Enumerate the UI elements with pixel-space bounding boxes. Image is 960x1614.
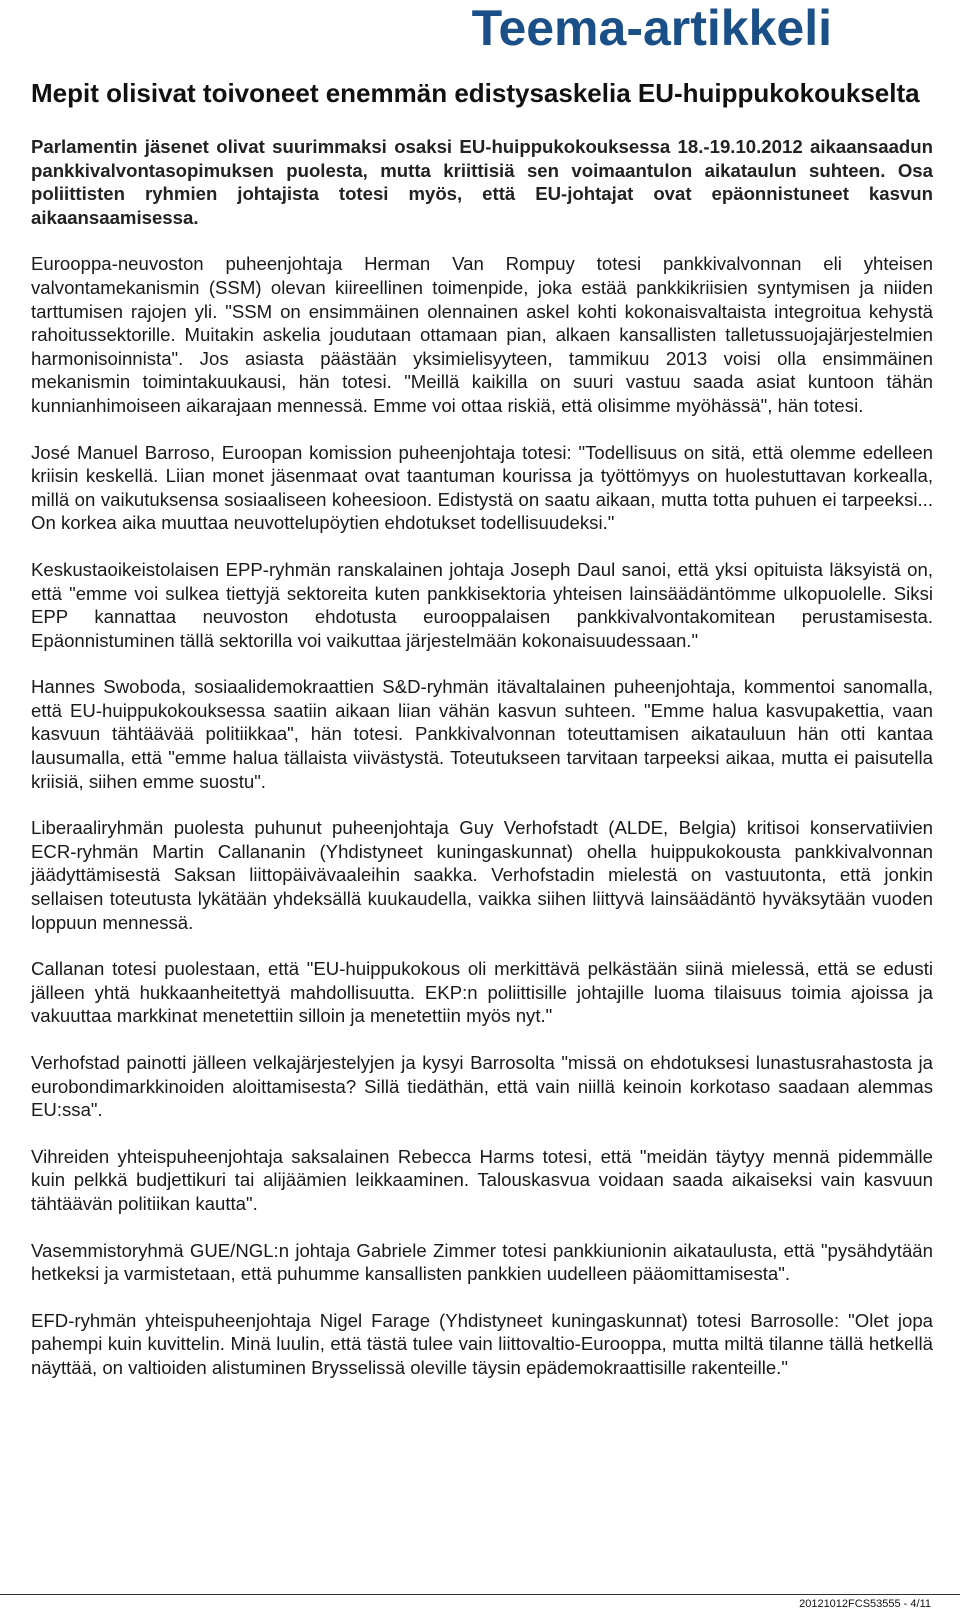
article-lead: Parlamentin jäsenet olivat suurimmaksi osaksi EU-huippukokouksessa 18.-19.10.2012 aikaansaadun pankkivalvontasopimuksen puolesta, mutta kriittisiä sen voimaantulon aikataulun suhteen. Osa poliittisten ryhmien johtajista totesi myös, että EU-johtajat ovat epäonnistuneet kasvun aikaansaamisessa. <box>31 136 933 228</box>
footer-divider <box>0 1594 960 1595</box>
paragraph-farage: EFD-ryhmän yhteispuheenjohtaja Nigel Farage (Yhdistyneet kuningaskunnat) totesi Barrosolle: "Olet jopa pahempi kuin kuvittelin. Minä luulin, että tästä tulee vain liittovaltio-Eurooppa, mutta miltä tilanne tällä hetkellä näyttää, on valtioiden alistuminen Brysselissä oleville täysin epädemokraattisille rakenteille." <box>31 1309 933 1378</box>
paragraph-daul: Keskustaoikeistolaisen EPP-ryhmän ranskalainen johtaja Joseph Daul sanoi, että yksi opituista läksyistä on, että "emme voi sulkea tiettyjä sektoreita kuten pankkisektoria yhteisen lainsäädäntömme ulkopuolelle. Siksi EPP kannattaa neuvoston ehdotusta eurooppalaisen pankkivalvontakomitean perustamisesta. Epäonnistuminen tällä sektorilla voi vaikuttaa järjestelmään kokonaisuudessaan." <box>31 558 933 651</box>
paragraph-zimmer: Vasemmistoryhmä GUE/NGL:n johtaja Gabriele Zimmer totesi pankkiunionin aikataulusta, että "pysähdytään hetkeksi ja varmistetaan, että puhumme kansallisten pankkien uudelleen pääomittamisesta". <box>31 1239 933 1285</box>
paragraph-harms: Vihreiden yhteispuheenjohtaja saksalainen Rebecca Harms totesi, että "meidän täytyy mennä pidemmälle kuin pelkkä budjettikuri tai alijäämien leikkaaminen. Talouskasvua voidaan saada aikaiseksi vain kasvuun tähtäävän politiikan kautta". <box>31 1145 933 1214</box>
paragraph-van-rompuy: Eurooppa-neuvoston puheenjohtaja Herman Van Rompuy totesi pankkivalvonnan eli yhteisen valvontamekanismin (SSM) olevan kiireellinen toimenpide, joka estää pankkikriisien syntymisen ja niiden tarttumisen rajojen yli. "SSM on ensimmäinen olennainen askel kohti kokonaisvaltaista integroitua kehystä rahoitussektorille. Muitakin askelia joudutaan ottamaan pian, alkaen kansallisten talletussuojajärjestelmien harmonisoinnista". Jos asiasta päästään yksimielisyyteen, tammikuu 2013 voisi olla ensimmäinen mekanismin toimintakuukausi, hän totesi. "Meillä kaikilla on suuri vastuu saada asiat kuntoon tähän kunnianhimoiseen aikarajaan mennessä. Emme voi ottaa riskiä, että olisimme myöhässä", hän totesi. <box>31 253 933 416</box>
paragraph-verhofstad-eurobonds: Verhofstad painotti jälleen velkajärjestelyjen ja kysyi Barrosolta "missä on ehdotuksesi lunastusrahastosta ja eurobondimarkkinoiden aloittamisesta? Sillä tiedäthän, että vain niillä keinoin korkotaso saadaan alemmas EU:ssa". <box>31 1052 933 1121</box>
paragraph-verhofstadt: Liberaaliryhmän puolesta puhunut puheenjohtaja Guy Verhofstadt (ALDE, Belgia) kritisoi konservatiivien ECR-ryhmän Martin Callananin (Yhdistyneet kuningaskunnat) ohella huippukokousta pankkivalvonnan jäädyttämisestä Saksan liittopäivävaaleihin saakka. Verhofstadin mielestä on vastuutonta, että jonkin sellaisen toteutusta lykätään yhdeksällä kuukaudella, vaikka siihen liittyvä lainsäädäntö hyväksytään vuoden loppuun mennessä. <box>31 817 933 933</box>
paragraph-swoboda: Hannes Swoboda, sosiaalidemokraattien S&D-ryhmän itävaltalainen puheenjohtaja, kommentoi sanomalla, että EU-huippukokouksessa saatiin aikaan liian vähän kasvun suhteen. "Emme halua kasvupakettia, vaan kasvuun tähtäävää politiikkaa", hän totesi. Pankkivalvonnan toteuttamisen aikatauluun hän otti kantaa lausumalla, että "emme halua tällaista viivästystä. Toteutukseen tarvitaan tarpeeksi aikaa, mutta ei paisutella kriisiä, siihen emme suostu". <box>31 676 933 792</box>
article <box>31 80 933 1403</box>
page-header <box>472 0 832 56</box>
paragraph-callanan: Callanan totesi puolestaan, että "EU-huippukokous oli merkittävä pelkästään siinä mielessä, että se edusti jälleen yhtä hukkaanheitettyä mahdollisuutta. EKP:n poliittisille johtajille luoma tilaisuus toimia ajoissa ja vakuuttaa markkinat menetettiin silloin ja menetettiin myös nyt." <box>31 958 933 1027</box>
paragraph-barroso: José Manuel Barroso, Euroopan komission puheenjohtaja totesi: "Todellisuus on sitä, että olemme edelleen kriisin keskellä. Liian monet jäsenmaat ovat taantuman kourissa ja työttömyys on huolestuttavan korkealla, millä on vaikutuksensa sosiaaliseen koheesioon. Edistystä on saatu aikaan, mutta totta puhuen ei tarpeeksi... On korkea aika muuttaa neuvottelupöytien ehdotukset todellisuudeksi." <box>31 441 933 534</box>
section-label: Teema-artikkeli <box>471 0 832 56</box>
article-title: Mepit olisivat toivoneet enemmän edistysaskelia EU-huippukokoukselta <box>31 78 920 108</box>
page-code: 20121012FCS53555 - 4/11 <box>799 1598 931 1610</box>
